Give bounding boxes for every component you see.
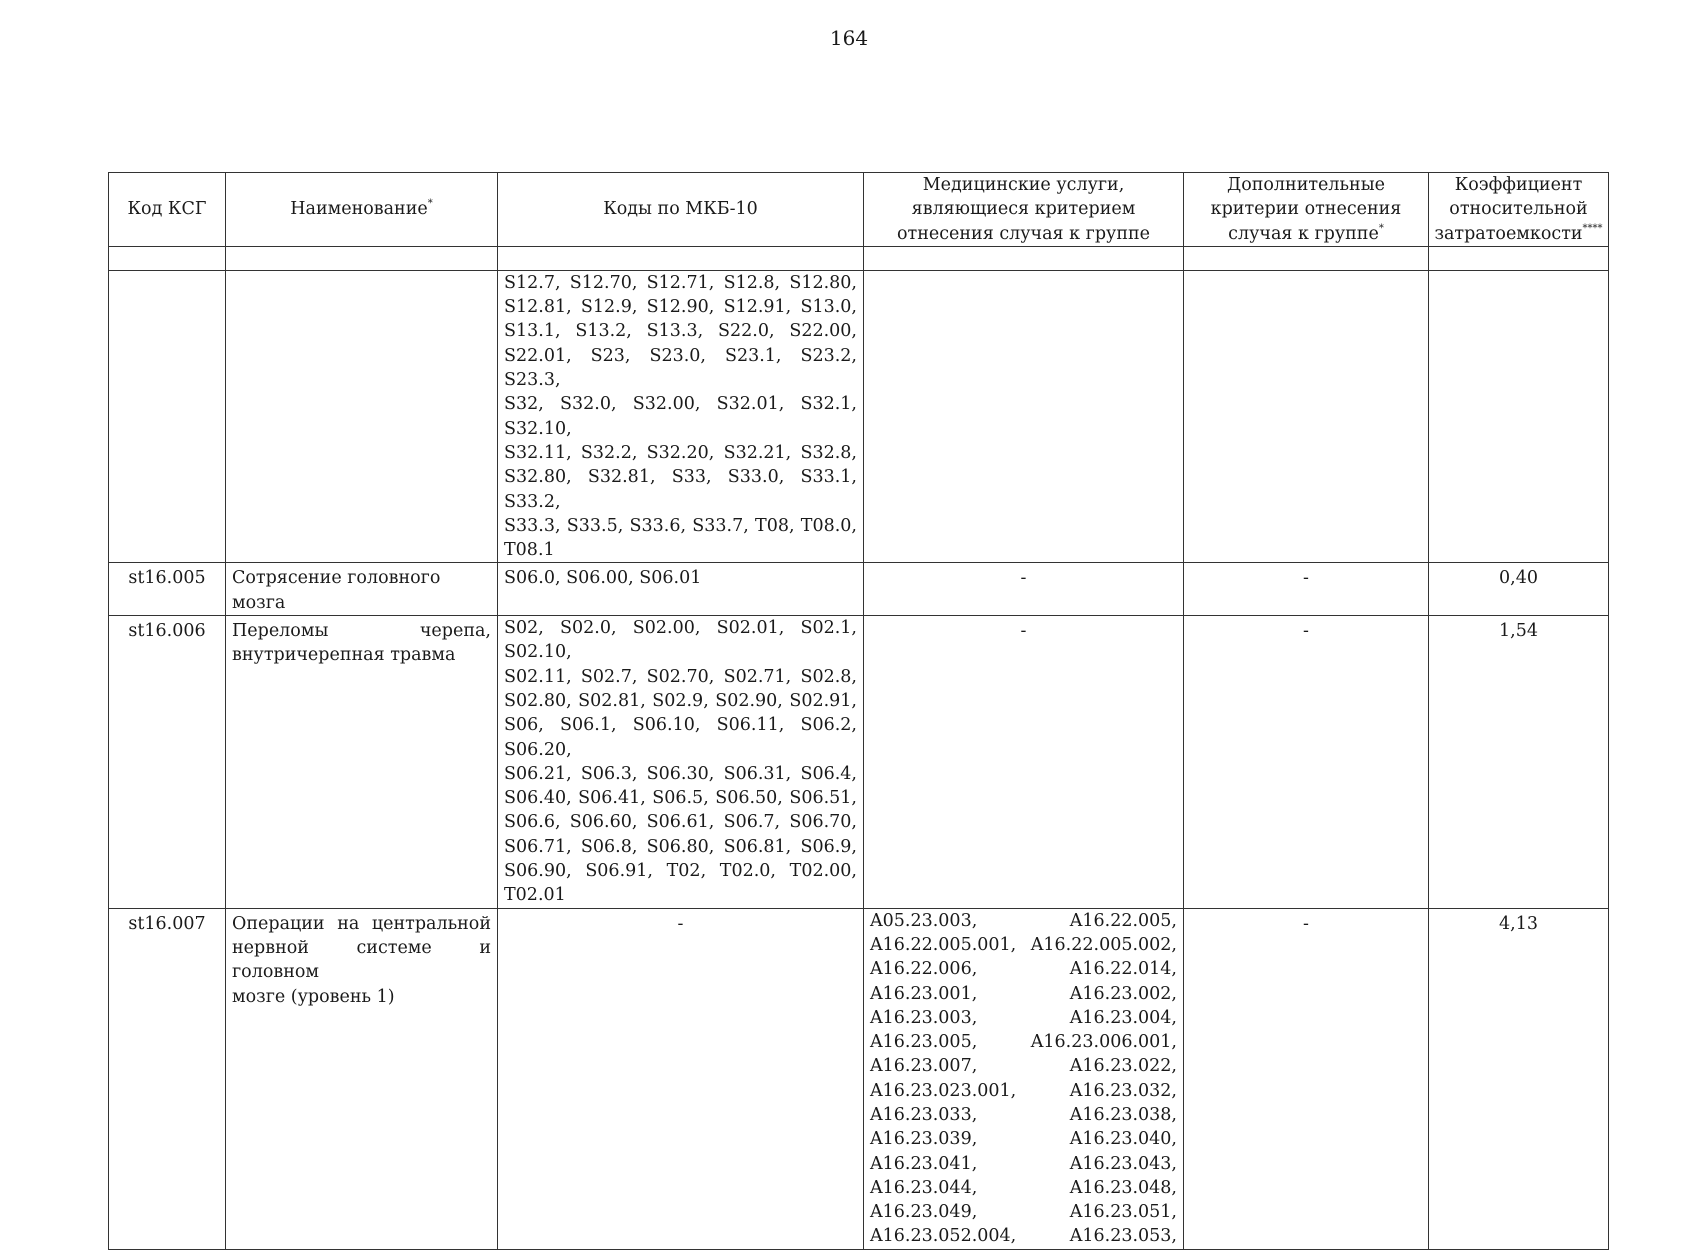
- criteria-cell: -: [1184, 616, 1429, 909]
- name-cell: [226, 908, 498, 1249]
- criteria-cell: -: [1184, 563, 1429, 616]
- name-line: нервной системе и головном: [232, 937, 491, 983]
- mkb-line: S06.71, S06.8, S06.80, S06.81, S06.9,: [504, 836, 857, 857]
- mkb-line: S02.11, S02.7, S02.70, S02.71, S02.8,: [504, 666, 857, 687]
- code-cell: st16.006: [109, 616, 226, 909]
- header-services: Медицинские услуги, являющиеся критерием отнесения случая к группе: [864, 173, 1184, 247]
- services-cell: [864, 908, 1184, 1249]
- mkb-line: S12.7, S12.70, S12.71, S12.8, S12.80,: [504, 272, 857, 293]
- mkb-codes-cell: -: [498, 908, 864, 1249]
- service-line: A16.23.005, A16.23.006.001,: [870, 1032, 1177, 1053]
- service-line: A05.23.003, A16.22.005,: [870, 910, 1177, 931]
- mkb-line: S06.90, S06.91, T02, T02.0, T02.00,: [504, 861, 857, 882]
- service-line: A16.23.007, A16.23.022,: [870, 1056, 1177, 1077]
- service-line: A16.23.033, A16.23.038,: [870, 1104, 1177, 1125]
- header-criteria: Дополнительные критерии отнесения случая к группе*: [1184, 173, 1429, 247]
- coefficient-cell: 4,13: [1429, 908, 1609, 1249]
- footnote-mark: ****: [1582, 222, 1603, 234]
- code-cell: [109, 270, 226, 563]
- mkb-line: T08.1: [504, 540, 555, 561]
- service-line: A16.23.039, A16.23.040,: [870, 1129, 1177, 1150]
- service-line: A16.23.052.004, A16.23.053,: [870, 1226, 1177, 1247]
- mkb-line: S06.40, S06.41, S06.5, S06.50, S06.51,: [504, 788, 857, 809]
- page-number: 164: [829, 26, 869, 50]
- service-line: A16.22.005.001, A16.22.005.002,: [870, 934, 1177, 955]
- mkb-line: S06.21, S06.3, S06.30, S06.31, S06.4,: [504, 763, 857, 784]
- name-line: внутричерепная травма: [232, 645, 456, 666]
- code-cell: st16.007: [109, 908, 226, 1249]
- mkb-codes-cell: [498, 270, 864, 563]
- mkb-line: S02.80, S02.81, S02.9, S02.90, S02.91,: [504, 690, 857, 711]
- table-row-continuation: [109, 270, 1609, 563]
- header-coefficient: Коэффициент относительной затратоемкости****: [1429, 173, 1609, 247]
- header-code: Код КСГ: [109, 173, 226, 247]
- header-row: [109, 173, 1609, 247]
- name-cell: [226, 616, 498, 909]
- table-row-st16-007: [109, 908, 1609, 1249]
- service-line: A16.23.049, A16.23.051,: [870, 1202, 1177, 1223]
- mkb-line: S32.11, S32.2, S32.20, S32.21, S32.8,: [504, 442, 857, 463]
- name-cell: Сотрясение головного мозга: [226, 563, 498, 616]
- code-cell: st16.005: [109, 563, 226, 616]
- service-line: A16.22.006, A16.22.014,: [870, 959, 1177, 980]
- name-cell: [226, 270, 498, 563]
- services-cell: [864, 270, 1184, 563]
- table-row-st16-005: [109, 563, 1609, 616]
- mkb-line: S06.6, S06.60, S06.61, S06.7, S06.70,: [504, 812, 857, 833]
- mkb-line: S33.3, S33.5, S33.6, S33.7, T08, T08.0,: [504, 515, 857, 536]
- criteria-cell: [1184, 270, 1429, 563]
- coefficient-cell: [1429, 270, 1609, 563]
- service-line: A16.23.003, A16.23.004,: [870, 1007, 1177, 1028]
- service-line: A16.23.023.001, A16.23.032,: [870, 1080, 1177, 1101]
- mkb-codes-cell: [498, 616, 864, 909]
- footnote-mark: *: [427, 198, 433, 210]
- criteria-cell: -: [1184, 908, 1429, 1249]
- table-row-st16-006: [109, 616, 1609, 909]
- coefficient-cell: 0,40: [1429, 563, 1609, 616]
- service-line: A16.23.044, A16.23.048,: [870, 1177, 1177, 1198]
- service-line: A16.23.041, A16.23.043,: [870, 1153, 1177, 1174]
- name-line: Переломы черепа,: [232, 621, 491, 642]
- service-line: A16.23.001, A16.23.002,: [870, 983, 1177, 1004]
- mkb-line: S12.81, S12.9, S12.90, S12.91, S13.0,: [504, 297, 857, 318]
- mkb-line: S32.80, S32.81, S33, S33.0, S33.1, S33.2,: [504, 467, 857, 512]
- mkb-line: S06, S06.1, S06.10, S06.11, S06.2, S06.20,: [504, 715, 857, 760]
- mkb-line: S02, S02.0, S02.00, S02.01, S02.1, S02.10,: [504, 618, 857, 663]
- mkb-codes-cell: S06.0, S06.00, S06.01: [498, 563, 864, 616]
- mkb-line: S13.1, S13.2, S13.3, S22.0, S22.00,: [504, 321, 857, 342]
- header-name: Наименование*: [226, 173, 498, 247]
- name-line: мозге (уровень 1): [232, 986, 395, 1007]
- header-mkb-codes: Коды по МКБ-10: [498, 173, 864, 247]
- coefficient-cell: 1,54: [1429, 616, 1609, 909]
- services-cell: -: [864, 616, 1184, 909]
- mkb-line: T02.01: [504, 885, 566, 906]
- header-spacer-row: [109, 246, 1609, 270]
- footnote-mark: *: [1378, 222, 1384, 234]
- ksg-table: [108, 172, 1609, 1250]
- services-cell: -: [864, 563, 1184, 616]
- name-line: Операции на центральной: [232, 913, 491, 934]
- mkb-line: S32, S32.0, S32.00, S32.01, S32.1, S32.10,: [504, 394, 857, 439]
- mkb-line: S22.01, S23, S23.0, S23.1, S23.2, S23.3,: [504, 345, 857, 391]
